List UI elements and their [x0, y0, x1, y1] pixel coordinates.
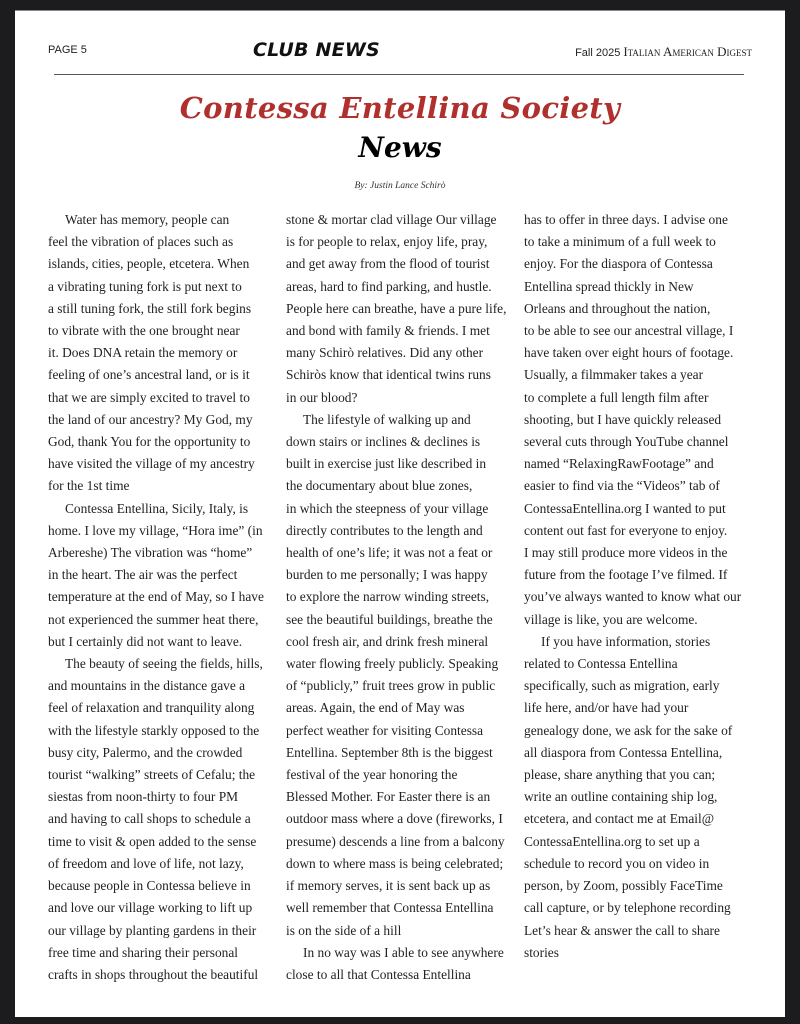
- article-text-line: enjoy. For the diaspora of Contessa: [524, 256, 713, 272]
- article-text-line: tourist “walking” streets of Cefalu; the: [48, 767, 256, 783]
- article-text-line: Arbereshe) The vibration was “home”: [48, 545, 253, 561]
- article-byline: By: Justin Lance Schirò: [354, 181, 446, 191]
- article-text-line: in our blood?: [286, 389, 358, 405]
- article-text-line: named “RelaxingRawFootage” and: [524, 456, 714, 472]
- article-text-line: shooting, but I have quickly released: [524, 411, 722, 427]
- article-text-line: person, by Zoom, possibly FaceTime: [524, 878, 723, 894]
- article-text-line: has to offer in three days. I advise one: [524, 212, 728, 227]
- article-text-line: see the beautiful buildings, breathe the: [286, 611, 493, 627]
- article-text-line: presume) descends a line from a balcony: [286, 833, 505, 849]
- article-text-line: busy city, Palermo, and the crowded: [48, 744, 243, 760]
- article-text-line: in which the steepness of your village: [286, 500, 489, 516]
- article-text-line: to vibrate with the one brought near: [48, 323, 240, 339]
- article-text-line: close to all that Contessa Entellina: [286, 966, 471, 982]
- article-text-line: of “publicly,” fruit trees grow in public: [286, 678, 496, 694]
- article-text-line: People here can breathe, have a pure life,: [286, 300, 507, 316]
- article-text-line: down stairs or inclines & declines is: [286, 434, 481, 450]
- article-text-line: etcetera, and contact me at Email@: [524, 811, 715, 827]
- article-text-line: In no way was I able to see anywhere: [303, 944, 504, 960]
- article-text-line: If you have information, stories: [541, 633, 711, 649]
- article-text-line: time to visit & open added to the sense: [48, 833, 257, 849]
- article-text-line: is for people to relax, enjoy life, pray,: [286, 234, 488, 250]
- header-divider: [54, 74, 744, 75]
- article-text-line: the land of our ancestry? My God, my: [48, 411, 253, 427]
- section-title: CLUB NEWS: [253, 39, 380, 61]
- article-text-line: well remember that Contessa Entellina: [286, 900, 494, 916]
- article-text-line: it. Does DNA retain the memory or: [48, 345, 238, 361]
- article-text-line: stories: [524, 944, 559, 960]
- article-text-line: is on the side of a hill: [286, 922, 402, 938]
- article-text-line: because people in Contessa believe in: [48, 878, 251, 894]
- article-text-line: Contessa Entellina, Sicily, Italy, is: [65, 500, 249, 516]
- article-text-line: easier to find via the “Videos” tab of: [524, 478, 720, 494]
- article-text-line: Let’s hear & answer the call to share: [524, 922, 720, 938]
- article-text-line: with the lifestyle starkly opposed to the: [48, 722, 260, 738]
- article-text-line: a still tuning fork, the still fork begins: [48, 300, 252, 316]
- article-text-line: have visited the village of my ancestry: [48, 456, 255, 472]
- article-text-line: areas, hard to find parking, and hustle.: [286, 278, 492, 294]
- article-text-line: content out fast for everyone to enjoy.: [524, 522, 728, 538]
- article-text-line: Blessed Mother. For Easter there is an: [286, 789, 491, 805]
- article-text-line: write an outline containing ship log,: [524, 789, 718, 805]
- article-column-1: [48, 209, 280, 986]
- article-text-line: genealogy done, we ask for the sake of: [524, 722, 733, 738]
- article-text-line: Entellina. September 8th is the biggest: [286, 744, 493, 760]
- article-text-line: feeling of one’s ancestral land, or is it: [48, 367, 250, 383]
- article-text-line: to complete a full length film after: [524, 389, 709, 405]
- article-text-line: our village by planting gardens in their: [48, 922, 257, 938]
- article-text-line: built in exercise just like described in: [286, 456, 487, 472]
- article-text-line: temperature at the end of May, so I have: [48, 589, 264, 605]
- article-text-line: to take a minimum of a full week to: [524, 234, 716, 250]
- article-text-line: a vibrating tuning fork is put next to: [48, 278, 242, 294]
- article-text-line: festival of the year honoring the: [286, 767, 458, 783]
- article-text-line: The beauty of seeing the fields, hills,: [65, 656, 263, 672]
- article-text-line: perfect weather for visiting Contessa: [286, 722, 484, 738]
- article-text-line: ContessaEntellina.org to set up a: [524, 833, 700, 849]
- article-text-line: please, share anything that you can;: [524, 767, 716, 783]
- article-headline: Contessa Entellina Society: [179, 91, 621, 125]
- article-text-line: feel of relaxation and tranquility along: [48, 700, 255, 716]
- article-text-line: I may still produce more videos in the: [524, 545, 728, 561]
- article-text-line: health of one’s life; it was not a feat or: [286, 545, 493, 561]
- article-text-line: and mountains in the distance gave a: [48, 678, 246, 694]
- article-text-line: The lifestyle of walking up and: [303, 411, 471, 427]
- article-text-line: life here, and/or have had your: [524, 700, 689, 716]
- article-text-line: Water has memory, people can: [65, 212, 230, 227]
- article-text-line: crafts in shops throughout the beautiful: [48, 966, 259, 982]
- article-text-line: related to Contessa Entellina: [524, 656, 678, 672]
- article-text-line: God, thank You for the opportunity to: [48, 434, 251, 450]
- article-text-line: in the heart. The air was the perfect: [48, 567, 238, 583]
- article-text-line: directly contributes to the length and: [286, 522, 483, 538]
- article-text-line: the documentary about blue zones,: [286, 478, 473, 494]
- page-header: [15, 11, 785, 77]
- issue-label: [575, 44, 752, 60]
- article-text-line: not experienced the summer heat there,: [48, 611, 259, 627]
- article-text-line: specifically, such as migration, early: [524, 678, 720, 694]
- article-text-line: of freedom and love of life, not lazy,: [48, 855, 244, 871]
- article-text-line: that we are simply excited to travel to: [48, 389, 250, 405]
- article-text-line: if memory serves, it is sent back up as: [286, 878, 491, 894]
- article-text-line: burden to me personally; I was happy: [286, 567, 488, 583]
- article-text-line: for the 1st time: [48, 478, 130, 494]
- article-text-line: islands, cities, people, etcetera. When: [48, 256, 250, 272]
- article-text-line: stone & mortar clad village Our village: [286, 212, 497, 227]
- article-text-line: areas. Again, the end of May was: [286, 700, 465, 716]
- article-text-line: outdoor mass where a dove (fireworks, I: [286, 811, 503, 827]
- article-text-line: schedule to record you on video in: [524, 855, 710, 871]
- article-text-line: and having to call shops to schedule a: [48, 811, 251, 827]
- article-text-line: but I certainly did not want to leave.: [48, 633, 243, 649]
- issue-season: Fall 2025: [575, 47, 621, 59]
- article-text-line: to be able to see our ancestral village, I: [524, 323, 734, 339]
- article-text-line: ContessaEntellina.org I wanted to put: [524, 500, 726, 516]
- article-text-line: down to where mass is being celebrated;: [286, 855, 504, 871]
- article-text-line: Orleans and throughout the nation,: [524, 300, 711, 316]
- article-text-line: water flowing freely publicly. Speaking: [286, 656, 499, 672]
- article-text-line: siestas from noon-thirty to four PM: [48, 789, 239, 805]
- article-subheadline: News: [358, 131, 442, 164]
- article-text-line: Entellina spread thickly in New: [524, 278, 694, 294]
- article-text-line: home. I love my village, “Hora ime” (in: [48, 522, 263, 538]
- article-text-line: Usually, a filmmaker takes a year: [524, 367, 704, 383]
- article-text-line: Schiròs know that identical twins runs: [286, 367, 491, 383]
- article-column-3: [524, 209, 756, 964]
- article-text-line: many Schirò relatives. Did any other: [286, 345, 484, 361]
- article-text-line: you’ve always wanted to know what our: [524, 589, 742, 605]
- article-text-line: to explore the narrow winding streets,: [286, 589, 490, 605]
- article-text-line: have taken over eight hours of footage.: [524, 345, 734, 361]
- article-text-line: future from the footage I’ve filmed. If: [524, 567, 728, 583]
- page-number: PAGE 5: [48, 44, 87, 56]
- article-text-line: feel the vibration of places such as: [48, 234, 234, 250]
- article-text-line: village is like, you are welcome.: [524, 611, 698, 627]
- article-text-line: all diaspora from Contessa Entellina,: [524, 744, 723, 760]
- article-text-line: and get away from the flood of tourist: [286, 256, 490, 272]
- article-text-line: and love our village working to lift up: [48, 900, 253, 916]
- newsletter-page: [15, 10, 785, 1017]
- article-text-line: call capture, or by telephone recording: [524, 900, 731, 916]
- article-text-line: several cuts through YouTube channel: [524, 434, 729, 450]
- article-text-line: cool fresh air, and drink fresh mineral: [286, 633, 489, 649]
- publication-name: Italian American Digest: [623, 44, 752, 59]
- article-column-2: [286, 209, 518, 986]
- article-text-line: and bond with family & friends. I met: [286, 323, 490, 339]
- article-text-line: free time and sharing their personal: [48, 944, 238, 960]
